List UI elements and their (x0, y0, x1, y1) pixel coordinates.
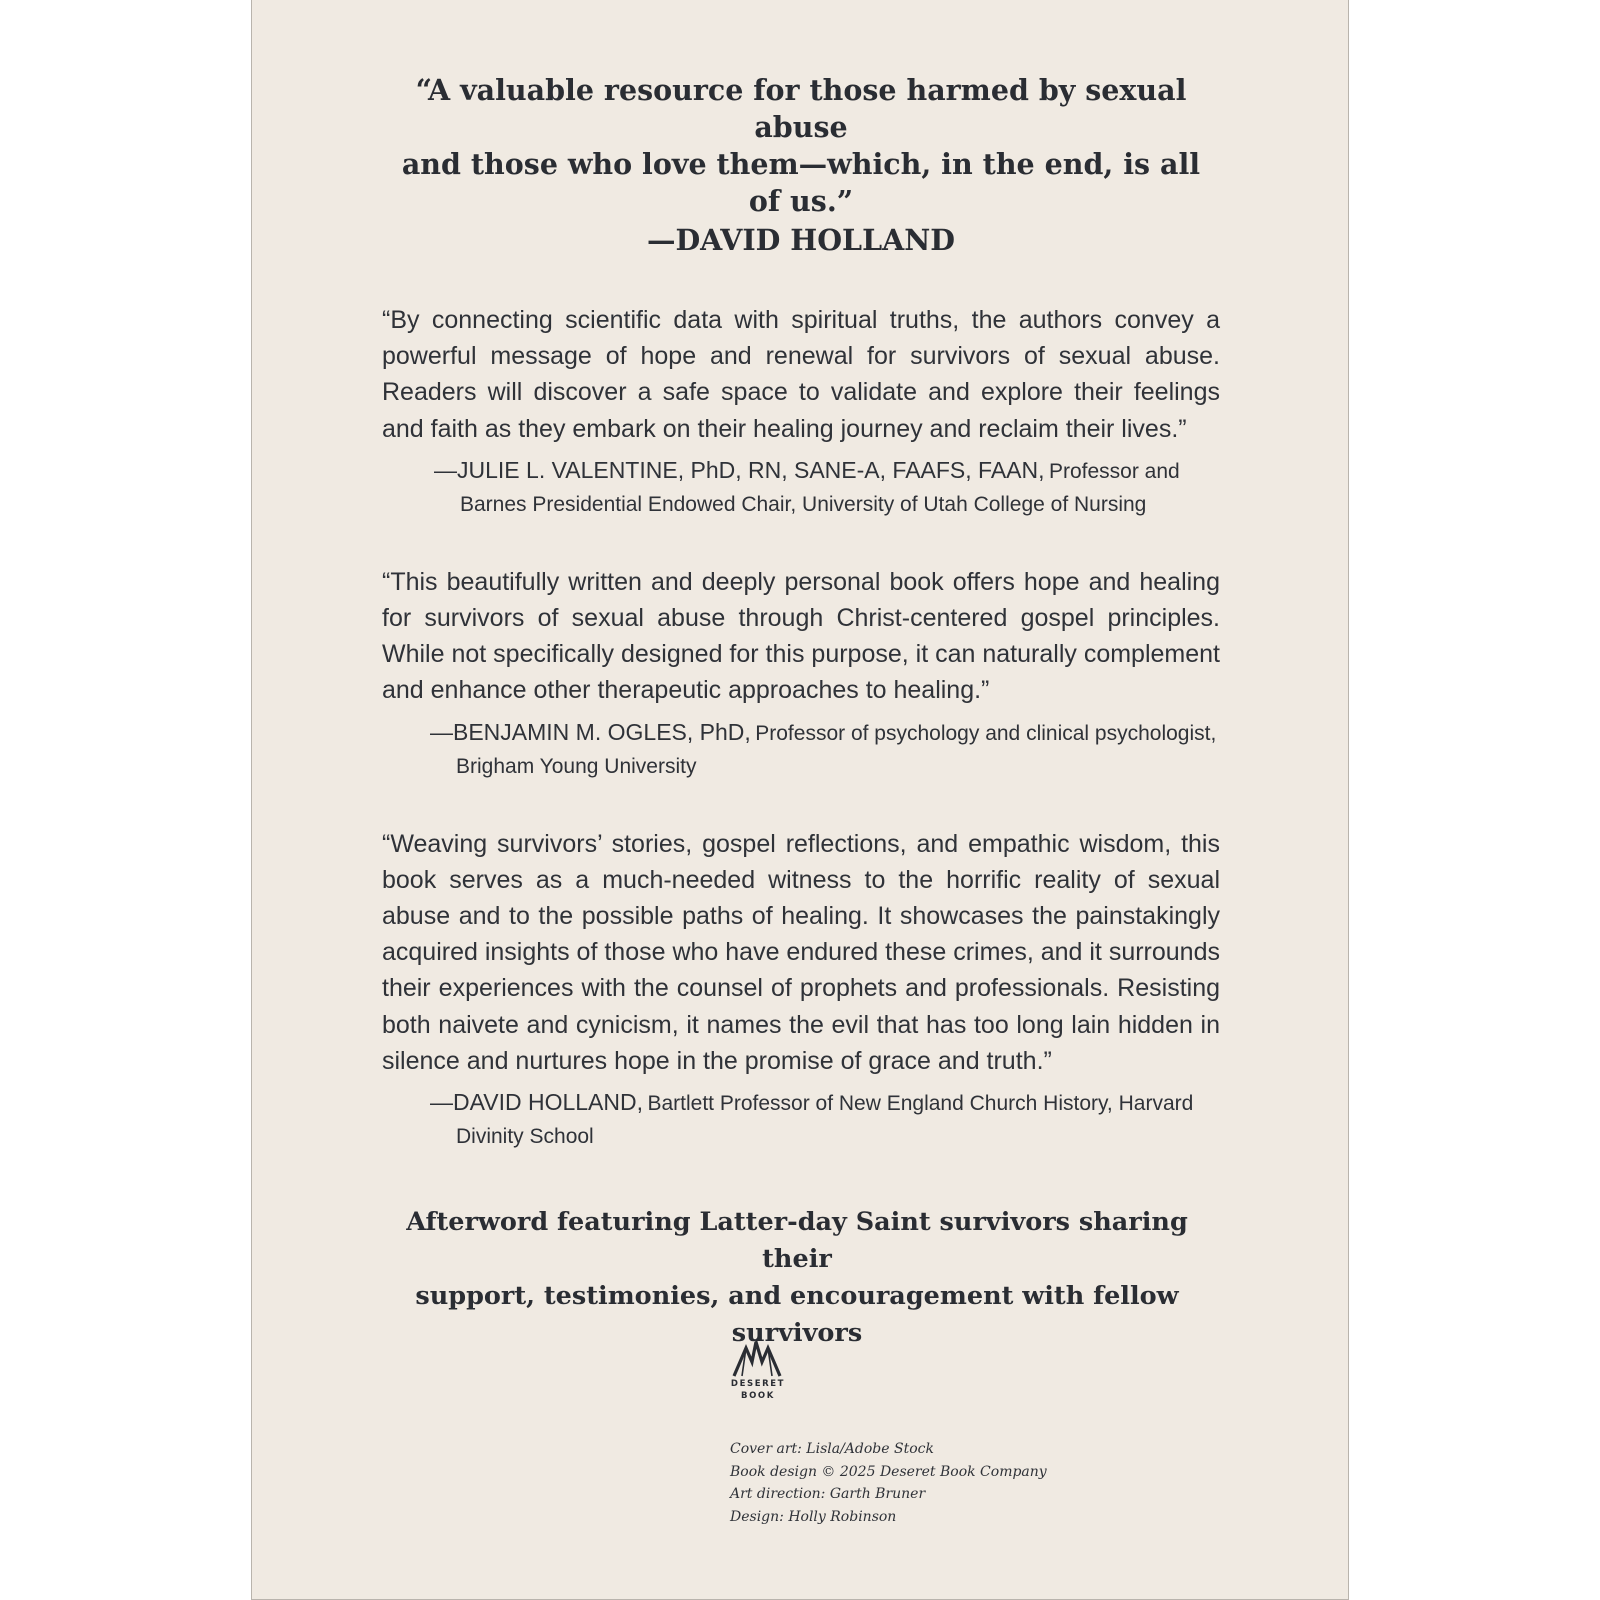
afterword-note (374, 1204, 1220, 1352)
credit-line: Book design © 2025 Deseret Book Company (730, 1463, 1047, 1480)
afterword-line: Afterword featuring Latter-day Saint survivors sharing their (406, 1207, 1188, 1275)
logo-wordmark: BOOK (741, 1391, 775, 1401)
endorser-name: —DAVID HOLLAND, (430, 1089, 644, 1116)
endorsement-attribution (382, 1087, 1220, 1154)
lead-quote-attribution: —DAVID HOLLAND (646, 223, 956, 257)
endorsement-attribution (382, 455, 1220, 522)
book-back-cover (251, 0, 1349, 1600)
afterword-line: support, testimonies, and encouragement with fellow survivors (415, 1281, 1179, 1349)
cover-credits (730, 1438, 1047, 1528)
endorser-role: Professor and Barnes Presidential Endowed Chair, University of Utah College of Nursing (460, 459, 1180, 516)
lead-quote-line: “A valuable resource for those harmed by sexual abuse (415, 73, 1187, 144)
logo-wordmark: DESERET (730, 1379, 786, 1389)
endorser-role: Professor of psychology and clinical psychologist, Brigham Young University (456, 721, 1217, 778)
endorser-name: —BENJAMIN M. OGLES, PhD, (430, 718, 751, 745)
endorsement-blurb (382, 564, 1220, 784)
endorsement-blurb (382, 302, 1220, 522)
publisher-logo (726, 1338, 790, 1402)
endorsement-blurb (382, 826, 1220, 1154)
endorser-role: Bartlett Professor of New England Church History, Harvard Divinity School (456, 1092, 1194, 1149)
credit-line: Design: Holly Robinson (730, 1508, 897, 1525)
endorsement-text: “By connecting scientific data with spiritual truths, the authors convey a powerful message of hope and renewal for survivors of sexual abuse. Readers will discover a safe space to validate and explore their feelings and faith as they embark on their healing journey and reclaim their lives.” (382, 306, 1220, 443)
back-cover-content (382, 72, 1220, 1352)
lead-quote (382, 72, 1220, 260)
endorsement-attribution (382, 717, 1220, 784)
credit-line: Cover art: Lisla/Adobe Stock (730, 1441, 934, 1457)
lead-quote-line: and those who love them—which, in the end, is all of us.” (401, 147, 1201, 218)
credit-line: Art direction: Garth Bruner (730, 1486, 926, 1502)
endorser-name: —JULIE L. VALENTINE, PhD, RN, SANE-A, FAAFS, FAAN, (434, 456, 1045, 483)
deseret-book-logo-icon (730, 1338, 786, 1378)
endorsement-text: “Weaving survivors’ stories, gospel reflections, and empathic wisdom, this book serves as a much-needed witness to the horrific reality of sexual abuse and to the possible paths of healing. It showcases the painstakingly acquired insights of those who have endured these crimes, and it surrounds their experiences with the counsel of prophets and professionals. Resisting both naivete and cynicism, it names the evil that has too long lain hidden in silence and nurtures hope in the promise of grace and truth.” (382, 829, 1220, 1075)
endorsement-text: “This beautifully written and deeply personal book offers hope and healing for survivors of sexual abuse through Christ-centered gospel principles. While not specifically designed for this purpose, it can naturally complement and enhance other therapeutic approaches to healing.” (382, 567, 1220, 705)
